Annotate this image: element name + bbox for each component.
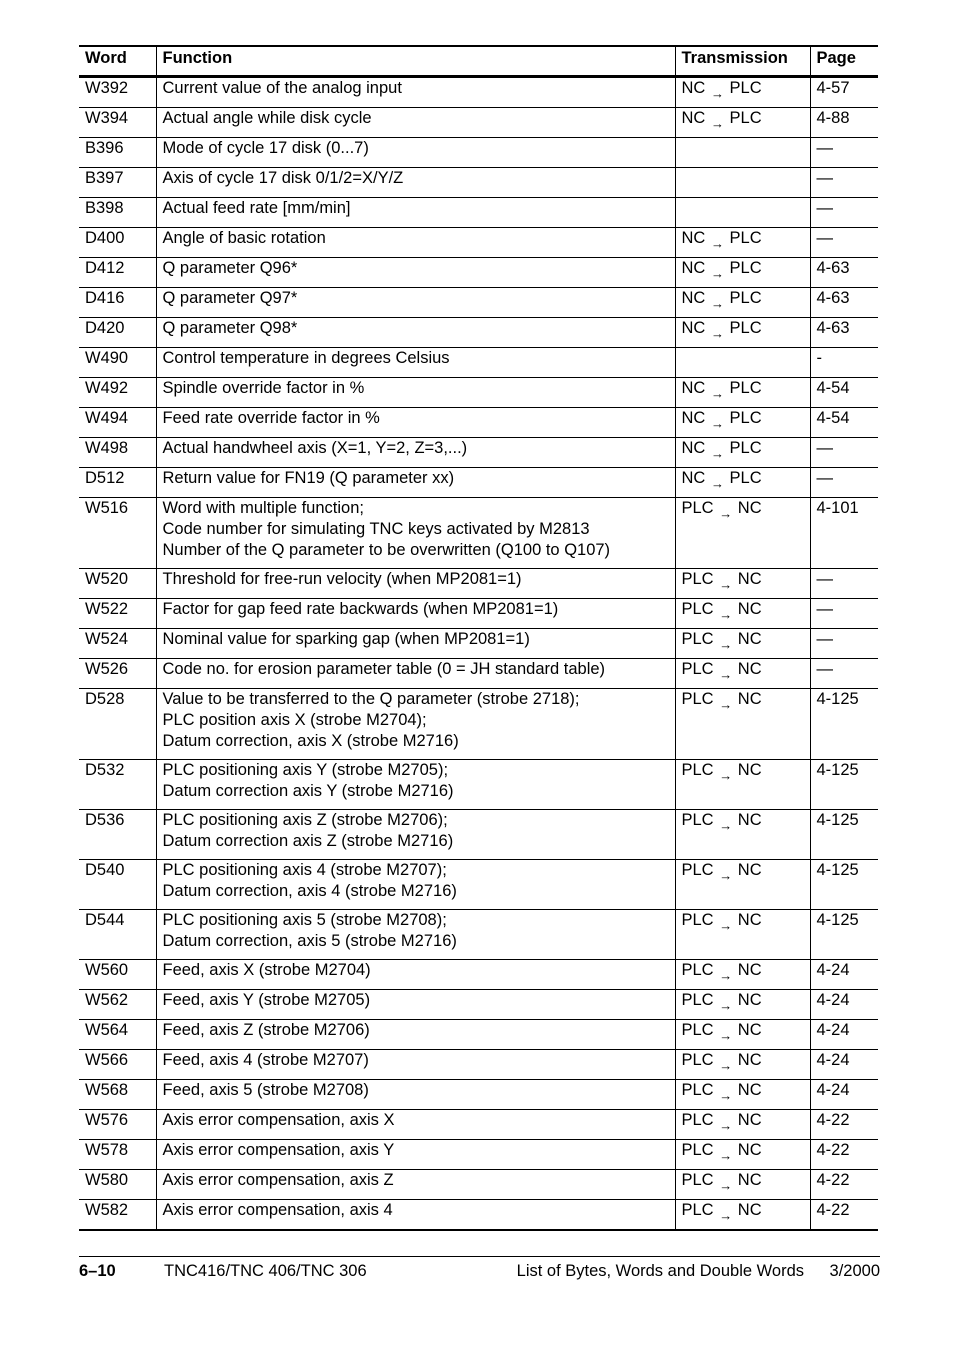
- arrow-right-icon: →: [710, 86, 724, 101]
- transmission-source: PLC: [681, 1021, 714, 1039]
- table-header-row: [79, 46, 878, 77]
- transmission-source: PLC: [681, 1171, 714, 1189]
- cell-page: —: [810, 599, 878, 629]
- footer-page-number: 6–10: [79, 1262, 116, 1280]
- transmission-source: PLC: [681, 991, 714, 1009]
- arrow-right-icon: →: [719, 868, 733, 883]
- table-row: [79, 1110, 878, 1140]
- cell-word: W494: [79, 408, 156, 438]
- cell-word: D536: [79, 810, 156, 860]
- table-row: [79, 1080, 878, 1110]
- cell-page: 4-24: [810, 990, 878, 1020]
- cell-function: Code no. for erosion parameter table (0 = JH standard table): [156, 659, 675, 689]
- cell-function: Axis error compensation, axis 4: [156, 1200, 675, 1231]
- cell-transmission: [675, 569, 810, 599]
- transmission-target: NC: [737, 1021, 762, 1039]
- table-row: [79, 498, 878, 569]
- cell-transmission: [675, 378, 810, 408]
- table-row: [79, 960, 878, 990]
- cell-page: 4-57: [810, 77, 878, 108]
- cell-transmission: [675, 810, 810, 860]
- cell-word: D412: [79, 258, 156, 288]
- cell-word: W576: [79, 1110, 156, 1140]
- cell-function: Factor for gap feed rate backwards (when MP2081=1): [156, 599, 675, 629]
- arrow-right-icon: →: [710, 446, 724, 461]
- footer-section-title: List of Bytes, Words and Double Words: [516, 1262, 804, 1280]
- cell-transmission: [675, 1170, 810, 1200]
- cell-transmission: [675, 1020, 810, 1050]
- cell-function: Q parameter Q96*: [156, 258, 675, 288]
- cell-transmission: [675, 228, 810, 258]
- transmission-source: NC: [681, 259, 706, 277]
- cell-function: Axis error compensation, axis Y: [156, 1140, 675, 1170]
- cell-page: 4-63: [810, 288, 878, 318]
- table-row: [79, 659, 878, 689]
- arrow-right-icon: →: [719, 697, 733, 712]
- table-row: [79, 378, 878, 408]
- page-footer: [79, 1256, 880, 1287]
- cell-function: Mode of cycle 17 disk (0...7): [156, 138, 675, 168]
- arrow-right-icon: →: [710, 296, 724, 311]
- bytes-words-table: [79, 45, 878, 1231]
- column-header-transmission: Transmission: [675, 46, 810, 77]
- column-header-word: Word: [79, 46, 156, 77]
- cell-word: W522: [79, 599, 156, 629]
- table-row: [79, 288, 878, 318]
- cell-transmission: [675, 689, 810, 760]
- cell-transmission: [675, 659, 810, 689]
- cell-word: W524: [79, 629, 156, 659]
- cell-function: PLC positioning axis Y (strobe M2705); Datum correction axis Y (strobe M2716): [156, 760, 675, 810]
- transmission-target: NC: [737, 499, 762, 517]
- cell-page: —: [810, 138, 878, 168]
- cell-word: W562: [79, 990, 156, 1020]
- column-header-page: Page: [810, 46, 878, 77]
- cell-function: Feed, axis 5 (strobe M2708): [156, 1080, 675, 1110]
- table-row: [79, 910, 878, 960]
- transmission-target: NC: [737, 570, 762, 588]
- cell-transmission: [675, 318, 810, 348]
- cell-transmission: [675, 138, 810, 168]
- cell-page: 4-88: [810, 108, 878, 138]
- cell-page: 4-24: [810, 1050, 878, 1080]
- transmission-target: NC: [737, 1051, 762, 1069]
- cell-transmission: [675, 77, 810, 108]
- transmission-target: NC: [737, 861, 762, 879]
- cell-transmission: [675, 168, 810, 198]
- table-row: [79, 990, 878, 1020]
- transmission-target: NC: [737, 1111, 762, 1129]
- cell-page: —: [810, 468, 878, 498]
- table-row: [79, 689, 878, 760]
- transmission-source: PLC: [681, 1201, 714, 1219]
- transmission-source: NC: [681, 79, 706, 97]
- transmission-target: NC: [737, 1081, 762, 1099]
- arrow-right-icon: →: [719, 1208, 733, 1223]
- cell-transmission: [675, 468, 810, 498]
- arrow-right-icon: →: [719, 918, 733, 933]
- cell-page: 4-125: [810, 810, 878, 860]
- arrow-right-icon: →: [710, 236, 724, 251]
- cell-word: D540: [79, 860, 156, 910]
- transmission-source: PLC: [681, 690, 714, 708]
- cell-function: Control temperature in degrees Celsius: [156, 348, 675, 378]
- table-row: [79, 77, 878, 108]
- cell-word: D512: [79, 468, 156, 498]
- cell-function: Q parameter Q97*: [156, 288, 675, 318]
- cell-page: —: [810, 659, 878, 689]
- cell-function: Spindle override factor in %: [156, 378, 675, 408]
- cell-function: PLC positioning axis 4 (strobe M2707); Datum correction, axis 4 (strobe M2716): [156, 860, 675, 910]
- transmission-source: PLC: [681, 961, 714, 979]
- cell-page: 4-22: [810, 1140, 878, 1170]
- cell-transmission: [675, 1140, 810, 1170]
- transmission-target: PLC: [729, 319, 762, 337]
- transmission-source: NC: [681, 409, 706, 427]
- cell-page: 4-125: [810, 760, 878, 810]
- arrow-right-icon: →: [719, 637, 733, 652]
- table-row: [79, 468, 878, 498]
- transmission-source: PLC: [681, 660, 714, 678]
- cell-page: —: [810, 438, 878, 468]
- transmission-source: NC: [681, 229, 706, 247]
- table-row: [79, 108, 878, 138]
- cell-function: Feed, axis 4 (strobe M2707): [156, 1050, 675, 1080]
- cell-word: W392: [79, 77, 156, 108]
- transmission-target: PLC: [729, 289, 762, 307]
- cell-function: Actual handwheel axis (X=1, Y=2, Z=3,...): [156, 438, 675, 468]
- table-row: [79, 760, 878, 810]
- arrow-right-icon: →: [719, 1148, 733, 1163]
- cell-word: W516: [79, 498, 156, 569]
- transmission-target: PLC: [729, 79, 762, 97]
- table-row: [79, 629, 878, 659]
- cell-transmission: [675, 1050, 810, 1080]
- arrow-right-icon: →: [710, 266, 724, 281]
- cell-function: Axis of cycle 17 disk 0/1/2=X/Y/Z: [156, 168, 675, 198]
- cell-word: W520: [79, 569, 156, 599]
- cell-function: Actual feed rate [mm/min]: [156, 198, 675, 228]
- cell-word: W566: [79, 1050, 156, 1080]
- transmission-target: NC: [737, 1201, 762, 1219]
- footer-product: TNC416/TNC 406/TNC 306: [164, 1262, 367, 1280]
- cell-function: Feed rate override factor in %: [156, 408, 675, 438]
- arrow-right-icon: →: [719, 768, 733, 783]
- cell-page: 4-54: [810, 408, 878, 438]
- cell-function: Feed, axis X (strobe M2704): [156, 960, 675, 990]
- cell-transmission: [675, 960, 810, 990]
- cell-word: D416: [79, 288, 156, 318]
- table-row: [79, 1020, 878, 1050]
- arrow-right-icon: →: [719, 1088, 733, 1103]
- footer-date: 3/2000: [829, 1262, 880, 1280]
- cell-transmission: [675, 629, 810, 659]
- transmission-source: PLC: [681, 1051, 714, 1069]
- cell-transmission: [675, 108, 810, 138]
- transmission-target: PLC: [729, 469, 762, 487]
- arrow-right-icon: →: [719, 998, 733, 1013]
- cell-transmission: [675, 860, 810, 910]
- table-row: [79, 1050, 878, 1080]
- transmission-target: PLC: [729, 409, 762, 427]
- cell-function: PLC positioning axis Z (strobe M2706); Datum correction axis Z (strobe M2716): [156, 810, 675, 860]
- arrow-right-icon: →: [710, 116, 724, 131]
- transmission-target: NC: [737, 811, 762, 829]
- arrow-right-icon: →: [710, 416, 724, 431]
- transmission-source: PLC: [681, 600, 714, 618]
- cell-function: Current value of the analog input: [156, 77, 675, 108]
- arrow-right-icon: →: [710, 386, 724, 401]
- arrow-right-icon: →: [710, 326, 724, 341]
- transmission-target: NC: [737, 991, 762, 1009]
- cell-word: W498: [79, 438, 156, 468]
- cell-page: —: [810, 228, 878, 258]
- cell-word: W568: [79, 1080, 156, 1110]
- table-row: [79, 1140, 878, 1170]
- transmission-source: NC: [681, 439, 706, 457]
- transmission-target: NC: [737, 1141, 762, 1159]
- cell-word: D528: [79, 689, 156, 760]
- transmission-source: PLC: [681, 911, 714, 929]
- cell-word: D420: [79, 318, 156, 348]
- cell-function: Return value for FN19 (Q parameter xx): [156, 468, 675, 498]
- transmission-source: NC: [681, 379, 706, 397]
- cell-word: B398: [79, 198, 156, 228]
- table-row: [79, 810, 878, 860]
- transmission-target: PLC: [729, 439, 762, 457]
- table-row: [79, 599, 878, 629]
- transmission-source: PLC: [681, 811, 714, 829]
- table-row: [79, 438, 878, 468]
- cell-transmission: [675, 760, 810, 810]
- cell-word: W394: [79, 108, 156, 138]
- cell-page: 4-22: [810, 1110, 878, 1140]
- table-row: [79, 348, 878, 378]
- cell-page: 4-63: [810, 258, 878, 288]
- transmission-target: PLC: [729, 379, 762, 397]
- cell-function: Q parameter Q98*: [156, 318, 675, 348]
- arrow-right-icon: →: [719, 1028, 733, 1043]
- table-row: [79, 318, 878, 348]
- transmission-target: NC: [737, 660, 762, 678]
- cell-word: B396: [79, 138, 156, 168]
- transmission-target: NC: [737, 761, 762, 779]
- cell-transmission: [675, 258, 810, 288]
- cell-page: 4-24: [810, 960, 878, 990]
- cell-function: PLC positioning axis 5 (strobe M2708); Datum correction, axis 5 (strobe M2716): [156, 910, 675, 960]
- cell-page: 4-54: [810, 378, 878, 408]
- cell-page: 4-22: [810, 1170, 878, 1200]
- transmission-target: NC: [737, 690, 762, 708]
- cell-transmission: [675, 288, 810, 318]
- cell-transmission: [675, 1080, 810, 1110]
- arrow-right-icon: →: [719, 577, 733, 592]
- cell-function: Word with multiple function; Code number for simulating TNC keys activated by M2813 Number of the Q parameter to be overwritten (Q100 to Q107): [156, 498, 675, 569]
- arrow-right-icon: →: [719, 1178, 733, 1193]
- transmission-target: PLC: [729, 229, 762, 247]
- cell-function: Nominal value for sparking gap (when MP2081=1): [156, 629, 675, 659]
- cell-transmission: [675, 198, 810, 228]
- cell-transmission: [675, 438, 810, 468]
- transmission-source: PLC: [681, 499, 714, 517]
- arrow-right-icon: →: [710, 476, 724, 491]
- cell-function: Axis error compensation, axis X: [156, 1110, 675, 1140]
- cell-function: Axis error compensation, axis Z: [156, 1170, 675, 1200]
- table-body: [79, 77, 878, 1231]
- table-row: [79, 258, 878, 288]
- transmission-source: PLC: [681, 761, 714, 779]
- table-row: [79, 569, 878, 599]
- cell-transmission: [675, 990, 810, 1020]
- arrow-right-icon: →: [719, 818, 733, 833]
- cell-function: Feed, axis Z (strobe M2706): [156, 1020, 675, 1050]
- cell-function: Actual angle while disk cycle: [156, 108, 675, 138]
- column-header-function: Function: [156, 46, 675, 77]
- cell-word: W564: [79, 1020, 156, 1050]
- arrow-right-icon: →: [719, 1118, 733, 1133]
- cell-page: —: [810, 198, 878, 228]
- transmission-source: PLC: [681, 570, 714, 588]
- cell-page: 4-22: [810, 1200, 878, 1231]
- arrow-right-icon: →: [719, 1058, 733, 1073]
- cell-transmission: [675, 498, 810, 569]
- transmission-source: NC: [681, 319, 706, 337]
- table-row: [79, 1200, 878, 1231]
- cell-word: W580: [79, 1170, 156, 1200]
- transmission-target: NC: [737, 630, 762, 648]
- transmission-target: PLC: [729, 259, 762, 277]
- transmission-target: NC: [737, 600, 762, 618]
- cell-transmission: [675, 348, 810, 378]
- transmission-target: NC: [737, 1171, 762, 1189]
- cell-transmission: [675, 408, 810, 438]
- arrow-right-icon: →: [719, 506, 733, 521]
- cell-page: —: [810, 569, 878, 599]
- cell-page: —: [810, 629, 878, 659]
- transmission-source: NC: [681, 469, 706, 487]
- cell-function: Angle of basic rotation: [156, 228, 675, 258]
- cell-page: —: [810, 168, 878, 198]
- transmission-source: NC: [681, 289, 706, 307]
- arrow-right-icon: →: [719, 968, 733, 983]
- transmission-source: PLC: [681, 1141, 714, 1159]
- cell-word: W492: [79, 378, 156, 408]
- table-row: [79, 138, 878, 168]
- table-row: [79, 228, 878, 258]
- transmission-source: PLC: [681, 1081, 714, 1099]
- cell-page: 4-125: [810, 689, 878, 760]
- cell-word: D400: [79, 228, 156, 258]
- cell-function: Threshold for free-run velocity (when MP2081=1): [156, 569, 675, 599]
- table-row: [79, 168, 878, 198]
- cell-transmission: [675, 1200, 810, 1231]
- arrow-right-icon: →: [719, 667, 733, 682]
- cell-function: Feed, axis Y (strobe M2705): [156, 990, 675, 1020]
- transmission-source: PLC: [681, 630, 714, 648]
- cell-page: 4-24: [810, 1080, 878, 1110]
- transmission-source: PLC: [681, 1111, 714, 1129]
- cell-page: 4-125: [810, 860, 878, 910]
- cell-page: 4-125: [810, 910, 878, 960]
- cell-page: -: [810, 348, 878, 378]
- transmission-target: NC: [737, 961, 762, 979]
- table-row: [79, 408, 878, 438]
- cell-word: W560: [79, 960, 156, 990]
- cell-page: 4-63: [810, 318, 878, 348]
- cell-transmission: [675, 910, 810, 960]
- transmission-target: NC: [737, 911, 762, 929]
- table-row: [79, 1170, 878, 1200]
- cell-page: 4-101: [810, 498, 878, 569]
- arrow-right-icon: →: [719, 607, 733, 622]
- cell-word: B397: [79, 168, 156, 198]
- transmission-source: PLC: [681, 861, 714, 879]
- cell-transmission: [675, 599, 810, 629]
- cell-word: D532: [79, 760, 156, 810]
- cell-word: W582: [79, 1200, 156, 1231]
- table-row: [79, 198, 878, 228]
- cell-page: 4-24: [810, 1020, 878, 1050]
- cell-word: W490: [79, 348, 156, 378]
- cell-function: Value to be transferred to the Q parameter (strobe 2718); PLC position axis X (strobe M2704); Datum correction, axis X (strobe M2716): [156, 689, 675, 760]
- cell-word: W526: [79, 659, 156, 689]
- cell-word: D544: [79, 910, 156, 960]
- cell-transmission: [675, 1110, 810, 1140]
- transmission-source: NC: [681, 109, 706, 127]
- table-row: [79, 860, 878, 910]
- transmission-target: PLC: [729, 109, 762, 127]
- cell-word: W578: [79, 1140, 156, 1170]
